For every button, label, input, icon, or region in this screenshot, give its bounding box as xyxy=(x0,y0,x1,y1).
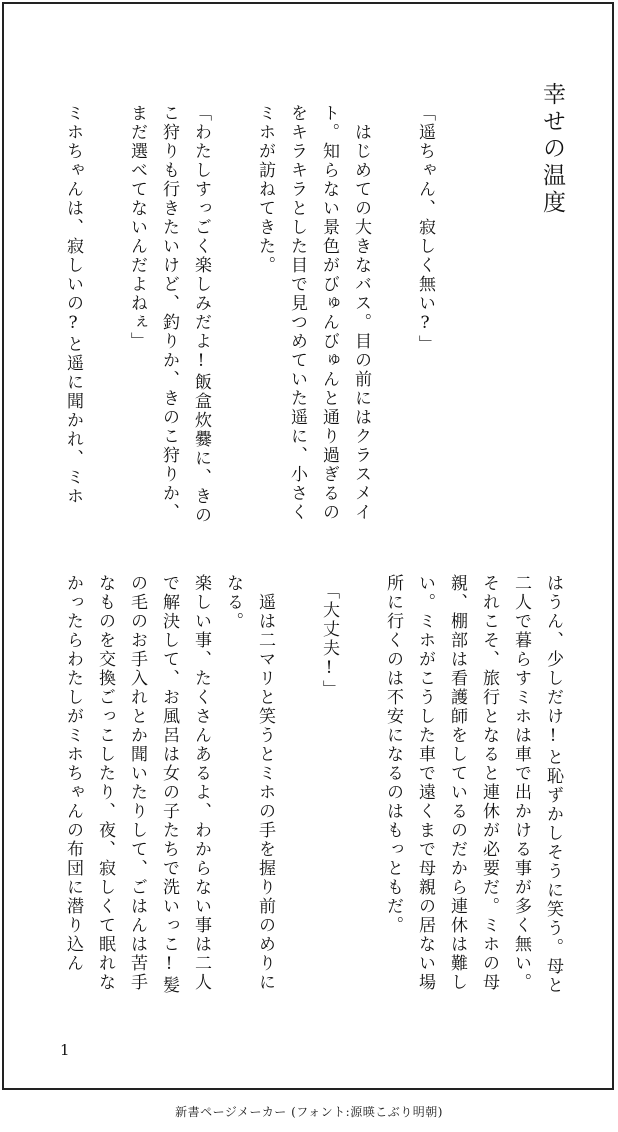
text-column: ト。知らない景色がびゅんびゅんと通り過ぎるの xyxy=(319,104,339,522)
text-column: なものを交換ごっこしたり、夜、寂しくて眠れな xyxy=(95,574,115,992)
text-column: 楽しい事、たくさんあるよ、わからない事は二人 xyxy=(191,574,211,992)
footer-credit: 新書ページメーカー (フォント:源暎こぶり明朝) xyxy=(175,1105,443,1119)
story-title: 幸せの温度 xyxy=(539,82,565,217)
text-column: まだ選べてないんだよねぇ」 xyxy=(127,104,147,351)
text-column: こ狩りも行きたいけど、釣りか、きのこ狩りか、 xyxy=(159,104,179,522)
text-column: で解決して、お風呂は女の子たちで洗いっこ!髪 xyxy=(159,574,179,995)
page-frame xyxy=(2,2,614,1090)
text-column: 「遥ちゃん、寂しく無い?」 xyxy=(415,104,435,354)
text-column: 「わたしすっごく楽しみだよ!飯盒炊爨に、きの xyxy=(191,104,211,525)
page-number: 1 xyxy=(60,1041,70,1059)
text-column: かったらわたしがミホちゃんの布団に潜り込ん xyxy=(63,574,83,973)
text-column: はじめての大きなバス。目の前にはクラスメイ xyxy=(351,104,371,522)
text-column: はうん、少しだけ!と恥ずかしそうに笑う。母と xyxy=(543,574,563,995)
text-column: い。ミホがこうした車で遠くまで母親の居ない場 xyxy=(415,574,435,992)
text-column: 遥は二マリと笑うとミホの手を握り前のめりに xyxy=(255,574,275,992)
text-column: なる。 xyxy=(223,574,243,631)
text-column: の毛のお手入れとか聞いたりして、ごはんは苦手 xyxy=(127,574,147,992)
text-column: 二人で暮らすミホは車で出かける事が多く無い。 xyxy=(511,574,531,992)
text-column: それこそ、旅行となると連休が必要だ。ミホの母 xyxy=(479,574,499,992)
text-column: をキラキラとした目で見つめていた遥に、小さく xyxy=(287,104,307,522)
text-column: 親、棚部は看護師をしているのだから連休は難し xyxy=(447,574,467,992)
text-column: ミホちゃんは、寂しいの?と遥に聞かれ、ミホ xyxy=(63,104,83,506)
text-column: ミホが訪ねてきた。 xyxy=(255,104,275,275)
text-column: 「大丈夫!」 xyxy=(319,582,339,699)
text-column: 所に行くのは不安になるのはもっともだ。 xyxy=(383,574,403,935)
